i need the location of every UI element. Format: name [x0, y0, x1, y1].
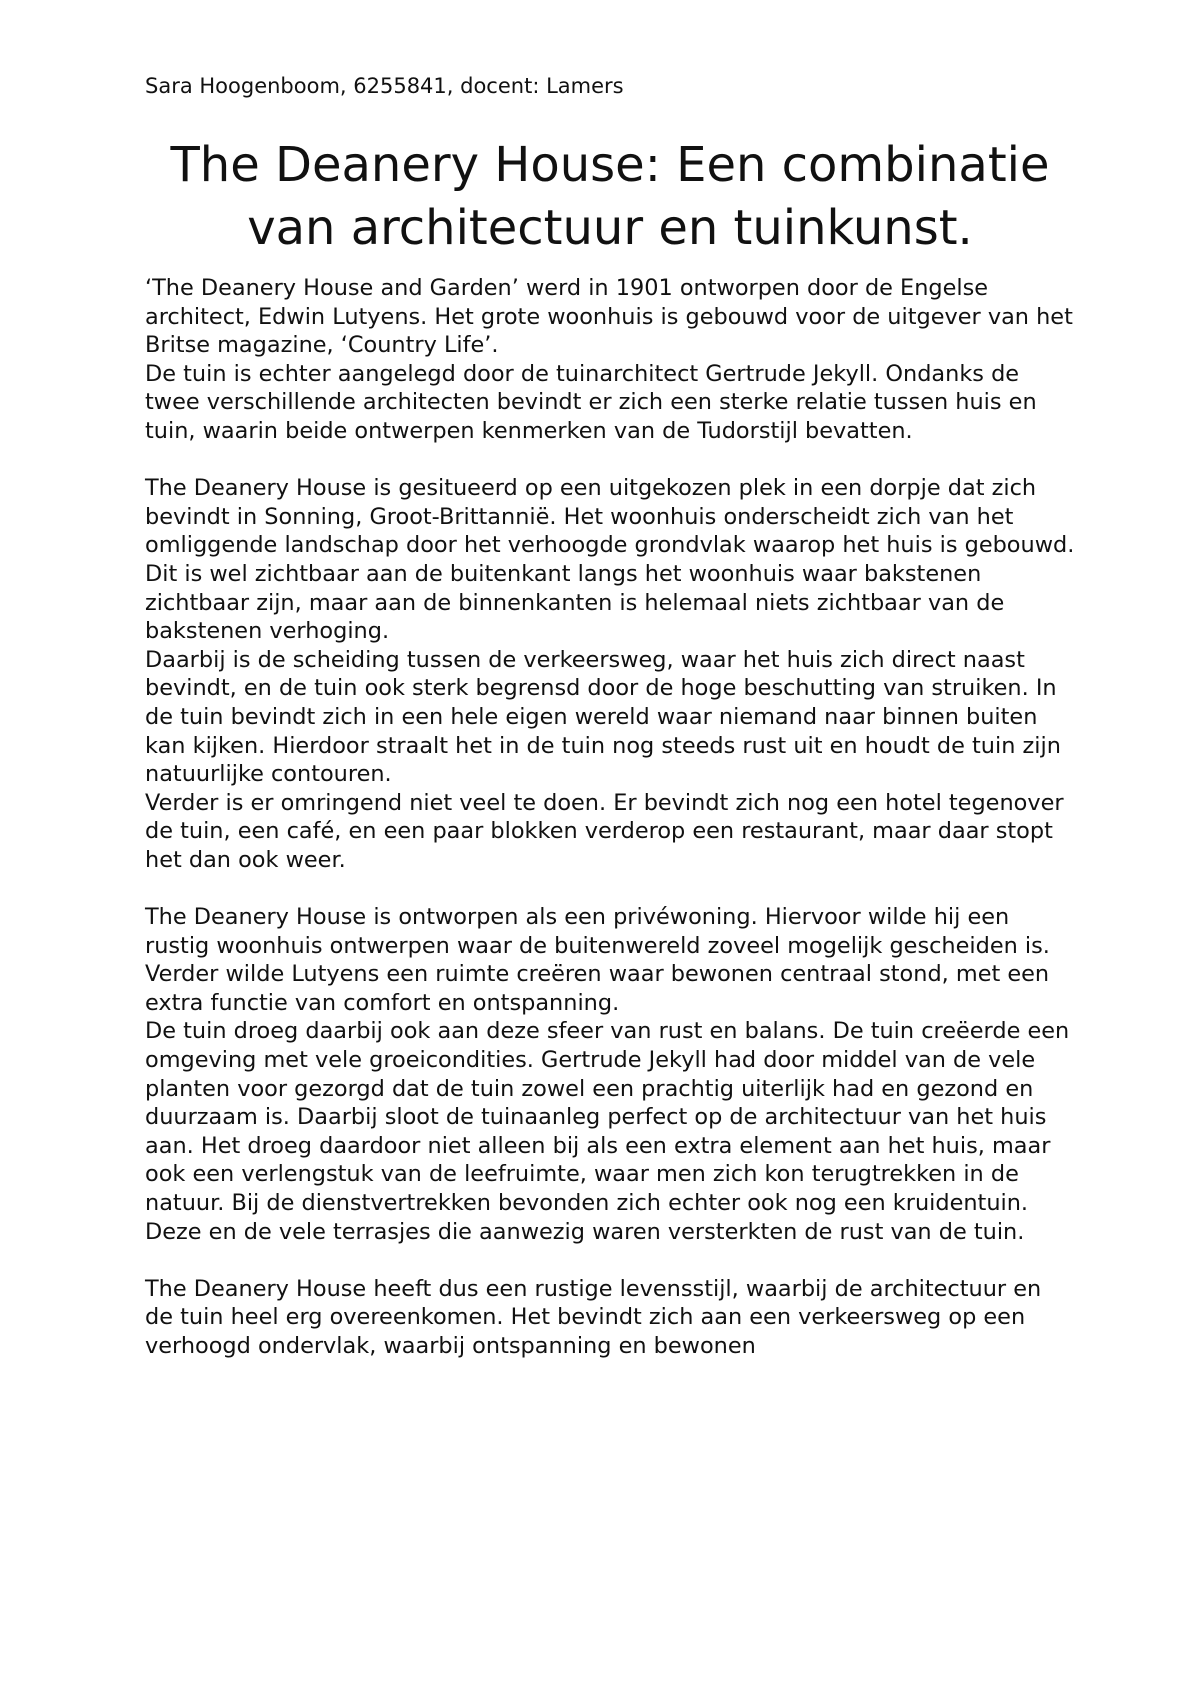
- section-location: [145, 474, 1075, 874]
- paragraph: ‘The Deanery House and Garden’ werd in 1901 ontworpen door de Engelse architect, Edwin Lutyens. Het grote woonhuis is gebouwd voor de uitgever van het Britse magazine, ‘Country Life’.: [145, 275, 1073, 359]
- paragraph: The Deanery House is ontworpen als een privéwoning. Hiervoor wilde hij een rustig woonhuis ontwerpen waar de buitenwereld zoveel mogelijk gescheiden is.: [145, 904, 1050, 959]
- paragraph: De tuin droeg daarbij ook aan deze sfeer van rust en balans. De tuin creëerde een omgeving met vele groeicondities. Gertrude Jekyll had door middel van de vele planten voor gezorgd dat de tuin zowel een prachtig uiterlijk had en gezond en duurzaam is. Daarbij sloot de tuinaanleg perfect op de architectuur van het huis aan. Het droeg daardoor niet alleen bij als een extra element aan het huis, maar ook een verlengstuk van de leefruimte, waar men zich kon terugtrekken in de natuur. Bij de dienstvertrekken bevonden zich echter ook nog een kruidentuin. Deze en de vele terrasjes die aanwezig waren versterkten de rust van de tuin.: [145, 1018, 1070, 1245]
- section-design: [145, 903, 1075, 1246]
- paragraph: Daarbij is de scheiding tussen de verkeersweg, waar het huis zich direct naast bevindt, en de tuin ook sterk begrensd door de hoge beschutting van struiken. In de tuin bevindt zich in een hele eigen wereld waar niemand naar binnen buiten kan kijken. Hierdoor straalt het in de tuin nog steeds rust uit en houdt de tuin zijn natuurlijke contouren.: [145, 646, 1061, 788]
- paragraph-spacer: [145, 874, 1075, 903]
- paragraph-spacer: [145, 1246, 1075, 1275]
- paragraph: The Deanery House is gesitueerd op een uitgekozen plek in een dorpje dat zich bevindt in Sonning, Groot-Brittannië. Het woonhuis onderscheidt zich van het omliggende landschap door het verhoogde grondvlak waarop het huis is gebouwd. Dit is wel zichtbaar aan de buitenkant langs het woonhuis waar bakstenen zichtbaar zijn, maar aan de binnenkanten is helemaal niets zichtbaar van de bakstenen verhoging.: [145, 475, 1075, 645]
- document-page: [145, 66, 1075, 1361]
- section-conclusion: [145, 1275, 1075, 1361]
- section-intro: [145, 274, 1075, 446]
- paragraph-spacer: [145, 446, 1075, 475]
- author-line: Sara Hoogenboom, 6255841, docent: Lamers: [145, 74, 624, 98]
- paragraph: Verder is er omringend niet veel te doen. Er bevindt zich nog een hotel tegenover de tuin, een café, en een paar blokken verderop een restaurant, maar daar stopt het dan ook weer.: [145, 789, 1064, 873]
- paragraph: Verder wilde Lutyens een ruimte creëren waar bewonen centraal stond, met een extra functie van comfort en ontspanning.: [145, 961, 1050, 1016]
- paragraph: De tuin is echter aangelegd door de tuinarchitect Gertrude Jekyll. Ondanks de twee verschillende architecten bevindt er zich een sterke relatie tussen huis en tuin, waarin beide ontwerpen kenmerken van de Tudorstijl bevatten.: [145, 360, 1037, 444]
- paragraph: The Deanery House heeft dus een rustige levensstijl, waarbij de architectuur en de tuin heel erg overeenkomen. Het bevindt zich aan een verkeersweg op een verhoogd ondervlak, waarbij ontspanning en bewonen: [145, 1275, 1042, 1359]
- document-title: The Deanery House: Een combinatie van architectuur en tuinkunst.: [170, 137, 1050, 256]
